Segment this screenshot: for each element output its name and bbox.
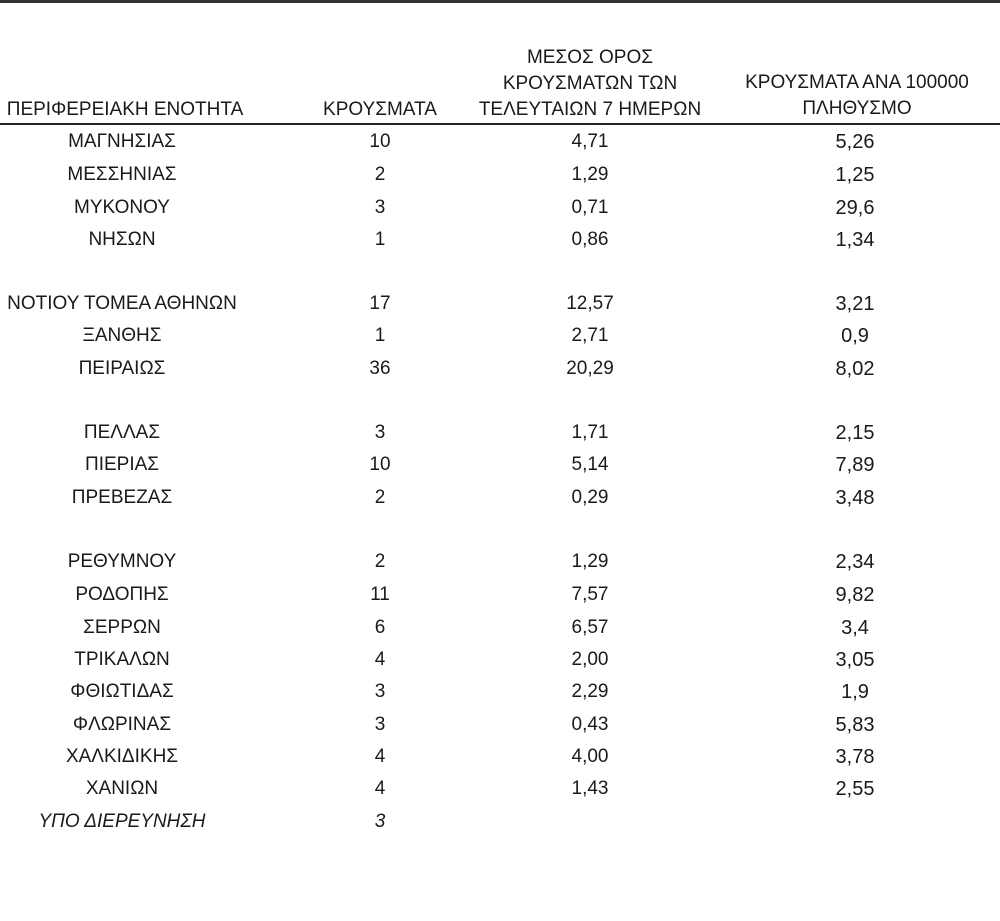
- row-cases: 17: [369, 293, 391, 314]
- row-region: ΦΘΙΩΤΙΔΑΣ: [70, 681, 174, 702]
- row-cases-per-100000: 2,34: [835, 551, 875, 573]
- row-region: ΡΟΔΟΠΗΣ: [75, 584, 169, 605]
- row-cases: 3: [374, 681, 386, 702]
- row-cases-per-100000: 5,26: [835, 131, 875, 153]
- top-border: [0, 0, 1000, 3]
- row-seven-day-average: 7,57: [571, 584, 609, 605]
- row-cases: 1: [374, 229, 386, 250]
- row-seven-day-average: 6,57: [571, 617, 609, 638]
- row-cases: 2: [374, 551, 386, 572]
- row-region: ΞΑΝΘΗΣ: [82, 325, 162, 346]
- row-region: ΜΑΓΝΗΣΙΑΣ: [68, 131, 176, 152]
- row-seven-day-average: 12,57: [566, 293, 614, 314]
- header-divider: [0, 123, 1000, 125]
- row-region: ΠΙΕΡΙΑΣ: [84, 454, 160, 475]
- row-cases: 3: [374, 714, 386, 735]
- row-cases: 11: [370, 584, 390, 605]
- row-cases: 2: [374, 164, 386, 185]
- row-seven-day-average: 1,71: [571, 422, 609, 443]
- row-cases: 2: [374, 487, 386, 508]
- row-seven-day-average: 0,29: [571, 487, 609, 508]
- row-seven-day-average: 0,86: [571, 229, 609, 250]
- row-region: ΝΗΣΩΝ: [88, 229, 156, 250]
- row-cases: 3: [374, 422, 386, 443]
- row-seven-day-average: 0,43: [571, 714, 609, 735]
- row-seven-day-average: 4,00: [571, 746, 609, 767]
- row-region: ΠΕΛΛΑΣ: [83, 422, 161, 443]
- row-region: ΧΑΛΚΙΔΙΚΗΣ: [65, 746, 179, 767]
- column-header-seven-day-average: ΜΕΣΟΣ ΟΡΟΣ ΚΡΟΥΣΜΑΤΩΝ ΤΩΝ ΤΕΛΕΥΤΑΙΩΝ 7 ΗΜΕΡΩΝ: [478, 47, 702, 120]
- row-seven-day-average: 1,29: [571, 164, 609, 185]
- row-seven-day-average: 1,29: [571, 551, 609, 572]
- row-cases: 3: [374, 197, 386, 218]
- row-cases: 4: [374, 649, 386, 670]
- footer-region: ΥΠΟ ΔΙΕΡΕΥΝΗΣΗ: [38, 811, 206, 832]
- row-cases-per-100000: 1,9: [841, 681, 869, 703]
- row-cases-per-100000: 29,6: [835, 197, 875, 219]
- row-cases-per-100000: 2,55: [835, 778, 875, 800]
- row-cases: 10: [369, 454, 391, 475]
- row-cases-per-100000: 3,05: [835, 649, 875, 671]
- footer-cases: 3: [374, 811, 386, 832]
- row-seven-day-average: 2,00: [571, 649, 609, 670]
- row-cases-per-100000: 3,21: [835, 293, 875, 315]
- row-cases: 6: [374, 617, 386, 638]
- row-region: ΠΡΕΒΕΖΑΣ: [71, 487, 173, 508]
- column-header-region: ΠΕΡΙΦΕΡΕΙΑΚΗ ΕΝΟΤΗΤΑ: [6, 99, 244, 120]
- row-cases-per-100000: 9,82: [835, 584, 875, 606]
- row-seven-day-average: 0,71: [571, 197, 609, 218]
- row-cases: 4: [374, 778, 386, 799]
- row-region: ΡΕΘΥΜΝΟΥ: [67, 551, 177, 572]
- row-region: ΦΛΩΡΙΝΑΣ: [72, 714, 172, 735]
- row-cases: 10: [369, 131, 391, 152]
- row-seven-day-average: 20,29: [566, 358, 614, 379]
- row-region: ΧΑΝΙΩΝ: [85, 778, 159, 799]
- row-seven-day-average: 4,71: [571, 131, 609, 152]
- row-seven-day-average: 2,71: [571, 325, 609, 346]
- column-header-cases-per-100000: ΚΡΟΥΣΜΑΤΑ ΑΝΑ 100000 ΠΛΗΘΥΣΜΟ: [745, 72, 969, 119]
- row-cases-per-100000: 7,89: [835, 454, 875, 476]
- row-cases-per-100000: 8,02: [835, 358, 875, 380]
- row-seven-day-average: 2,29: [571, 681, 609, 702]
- row-cases: 1: [374, 325, 386, 346]
- row-cases-per-100000: 3,78: [835, 746, 875, 768]
- column-header-cases: ΚΡΟΥΣΜΑΤΑ: [323, 99, 437, 120]
- row-region: ΝΟΤΙΟΥ ΤΟΜΕΑ ΑΘΗΝΩΝ: [7, 293, 237, 314]
- row-cases-per-100000: 5,83: [835, 714, 875, 736]
- row-region: ΜΕΣΣΗΝΙΑΣ: [67, 164, 177, 185]
- row-cases-per-100000: 1,34: [835, 229, 875, 251]
- row-seven-day-average: 1,43: [571, 778, 609, 799]
- row-region: ΣΕΡΡΩΝ: [83, 617, 161, 638]
- row-cases-per-100000: 2,15: [835, 422, 875, 444]
- row-region: ΤΡΙΚΑΛΩΝ: [74, 649, 170, 670]
- row-region: ΜΥΚΟΝΟΥ: [74, 197, 170, 218]
- row-cases: 36: [369, 358, 391, 379]
- row-region: ΠΕΙΡΑΙΩΣ: [78, 358, 166, 379]
- row-cases: 4: [374, 746, 386, 767]
- row-cases-per-100000: 3,48: [835, 487, 875, 509]
- row-cases-per-100000: 3,4: [841, 617, 869, 639]
- row-seven-day-average: 5,14: [571, 454, 609, 475]
- row-cases-per-100000: 1,25: [835, 164, 875, 186]
- row-cases-per-100000: 0,9: [841, 325, 869, 347]
